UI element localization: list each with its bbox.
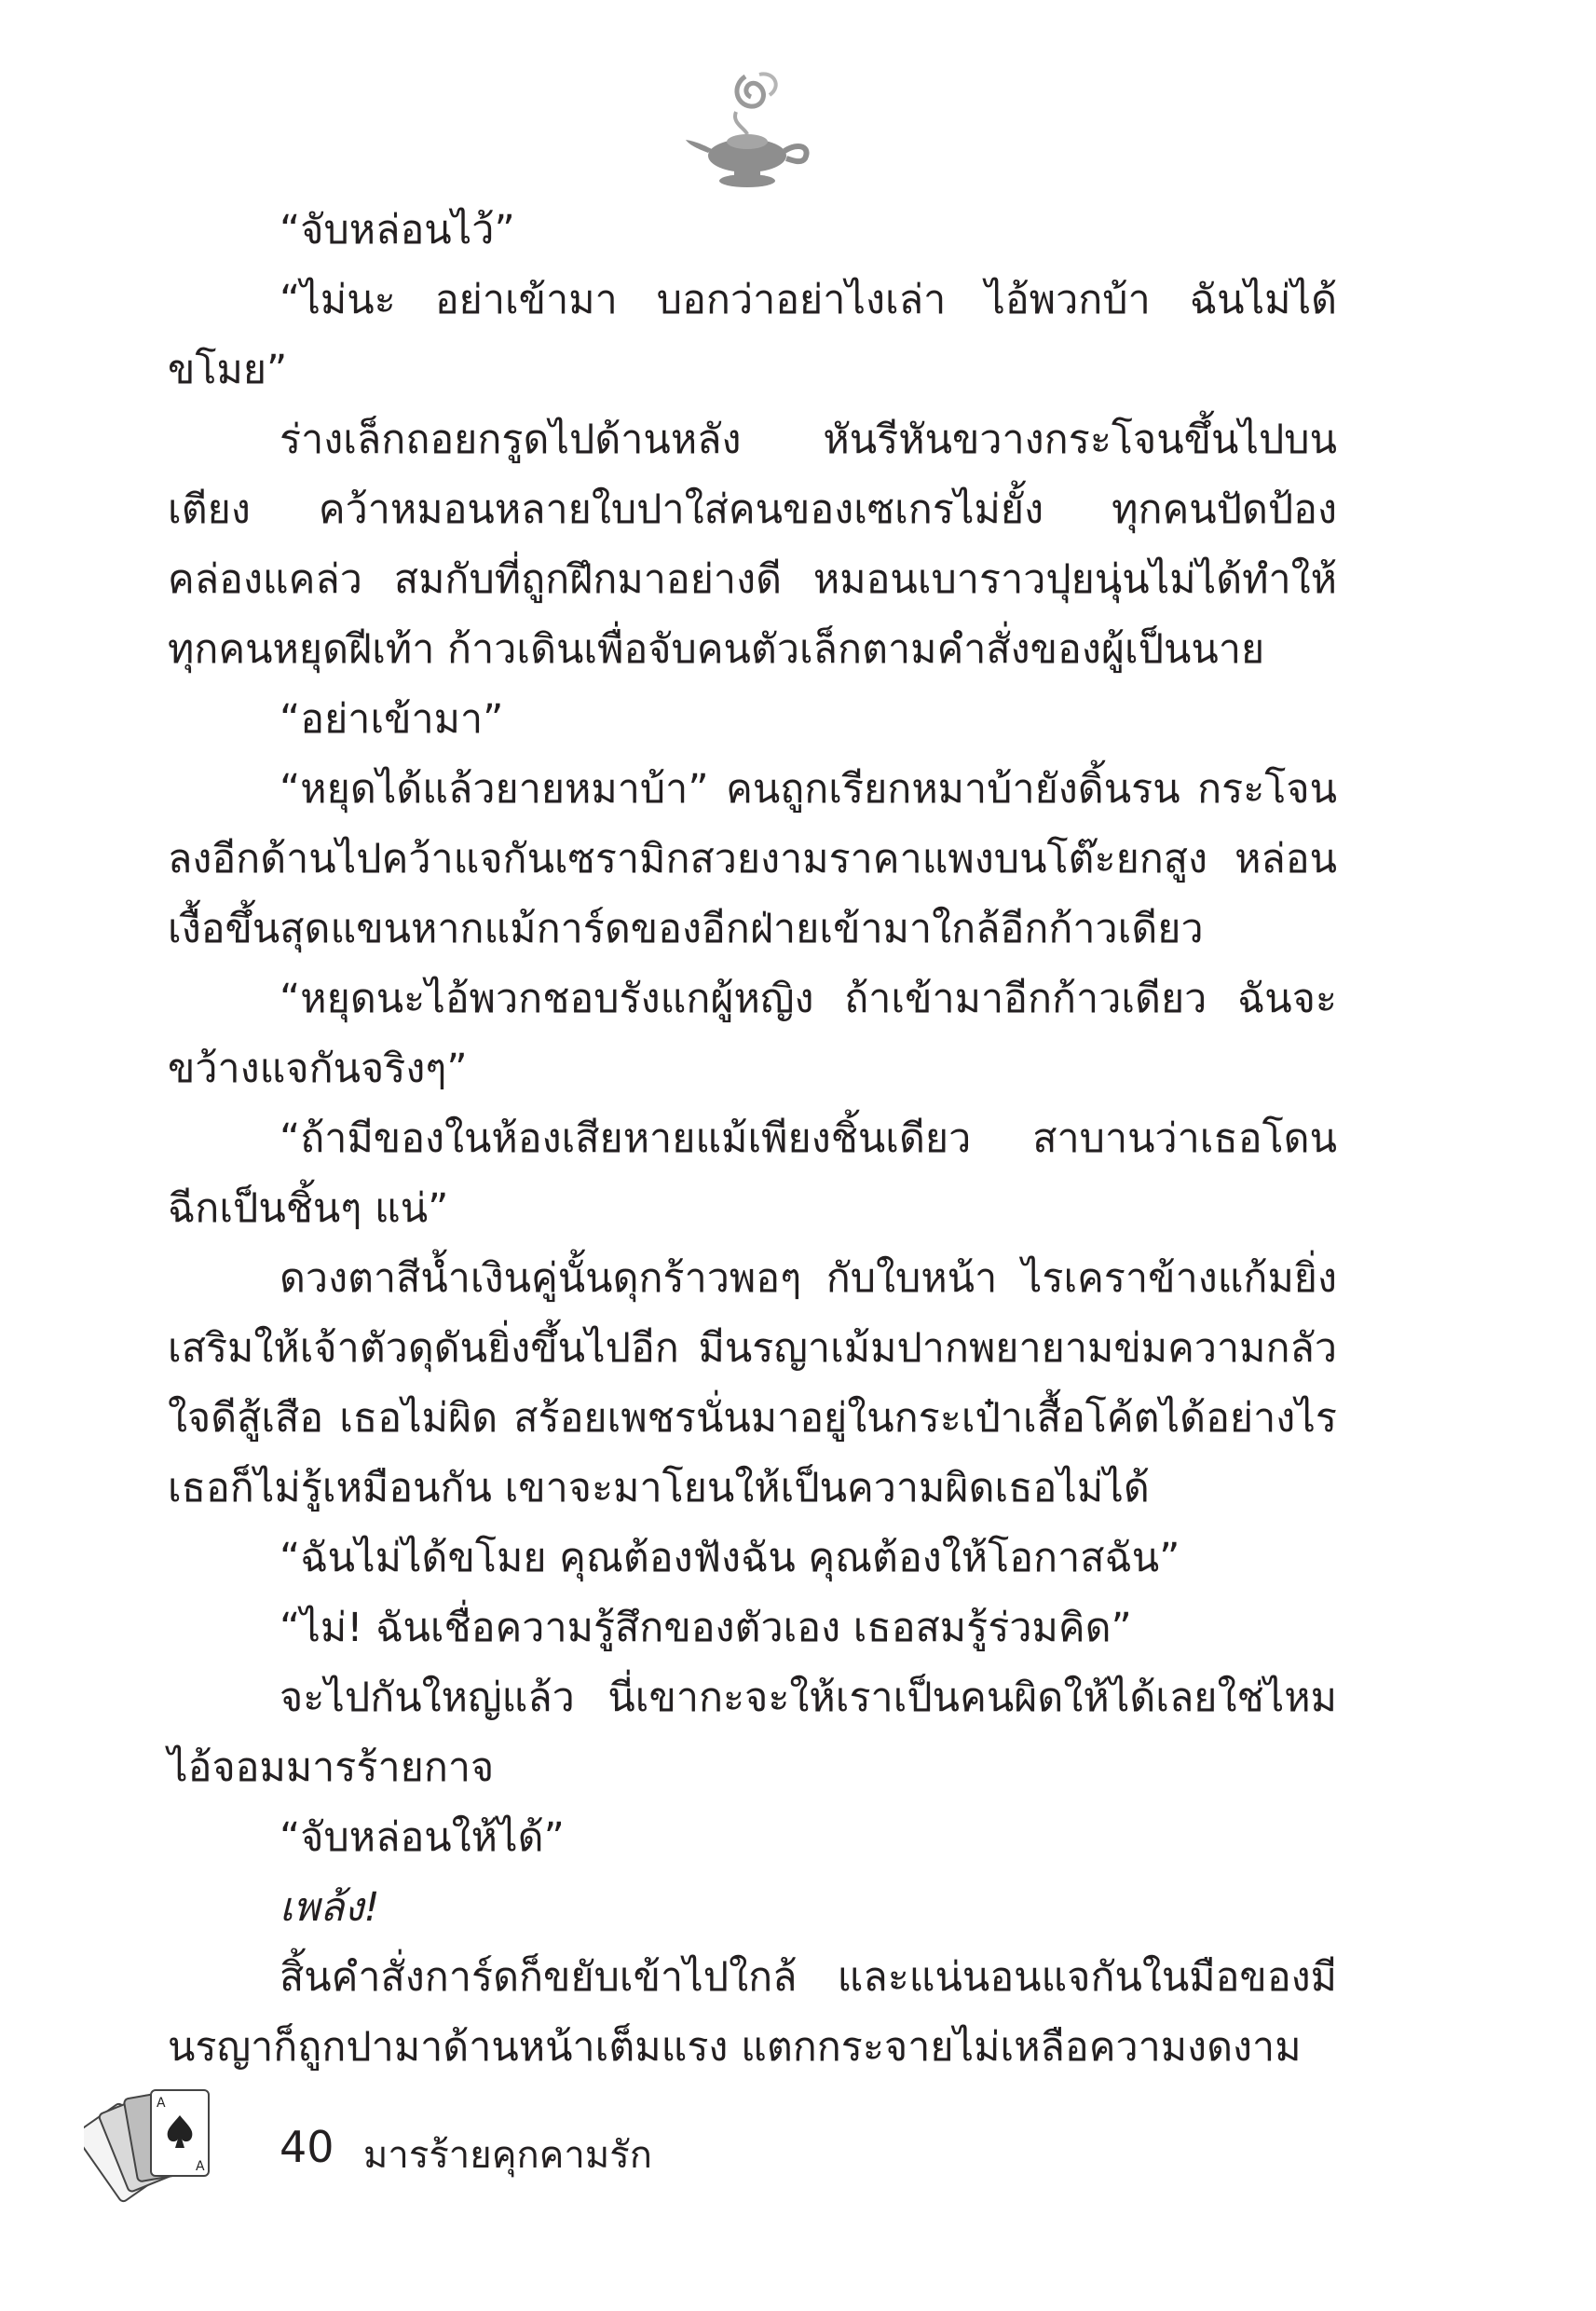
svg-text:A: A: [196, 2159, 205, 2174]
paragraph: “หยุดนะไอ้พวกชอบรังแกผู้หญิง ถ้าเข้ามาอีกก้าวเดียว ฉันจะขว้างแจกันจริงๆ”: [168, 976, 1337, 1092]
paragraph: สิ้นคำสั่งการ์ดก็ขยับเข้าไปใกล้ และแน่นอนแจกันในมือของมีนรญาก็ถูกปามาด้านหน้าเต็มแรง แตกกระจายไม่เหลือความงดงาม: [168, 1954, 1337, 2071]
paragraph: “อย่าเข้ามา”: [280, 696, 504, 743]
paragraph: จะไปกันใหญ่แล้ว นี่เขากะจะให้เราเป็นคนผิดให้ได้เลยใช่ไหม ไอ้จอมมารร้ายกาจ: [168, 1675, 1337, 1791]
page-footer: [84, 2073, 922, 2213]
paragraph: “หยุดได้แล้วยายหมาบ้า” คนถูกเรียกหมาบ้ายังดิ้นรน กระโจนลงอีกด้านไปคว้าแจกันเซรามิกสวยงามราคาแพงบนโต๊ะยกสูง หล่อนเงื้อขึ้นสุดแขนหากแม้การ์ดของอีกฝ่ายเข้ามาใกล้อีกก้าวเดียว: [168, 766, 1337, 952]
paragraph: ดวงตาสีน้ำเงินคู่นั้นดุกร้าวพอๆ กับใบหน้า ไรเคราข้างแก้มยิ่งเสริมให้เจ้าตัวดุดันยิ่งขึ้นไปอีก มีนรญาเม้มปากพยายามข่มความกลัวใจดีสู้เสือ เธอไม่ผิด สร้อยเพชรนั่นมาอยู่ในกระเป๋าเสื้อโค้ตได้อย่างไรเธอก็ไม่รู้เหมือนกัน เขาจะมาโยนให้เป็นความผิดเธอไม่ได้: [168, 1255, 1337, 1511]
body-text: [168, 196, 1337, 2083]
book-title: มารร้ายคุกคามรัก: [363, 2134, 652, 2177]
paragraph: “จับหล่อนไว้”: [280, 207, 515, 253]
paragraph: เพล้ง!: [280, 1884, 380, 1931]
paragraph: “ไม่! ฉันเชื่อความรู้สึกของตัวเอง เธอสมรู้ร่วมคิด”: [280, 1605, 1132, 1651]
playing-cards-icon: [84, 2073, 247, 2213]
paragraph: “ฉันไม่ได้ขโมย คุณต้องฟังฉัน คุณต้องให้โอกาสฉัน”: [280, 1535, 1180, 1581]
paragraph: “จับหล่อนให้ได้”: [280, 1814, 565, 1861]
paragraph: ร่างเล็กถอยกรูดไปด้านหลัง หันรีหันขวางกระโจนขึ้นไปบนเตียง คว้าหมอนหลายใบปาใส่คนของเซเกรไม่ยั้ง ทุกคนปัดป้องคล่องแคล่ว สมกับที่ถูกฝึกมาอย่างดี หมอนเบาราวปุยนุ่นไม่ได้ทำให้ทุกคนหยุดฝีเท้า ก้าวเดินเพื่อจับคนตัวเล็กตามคำสั่งของผู้เป็นนาย: [168, 417, 1337, 673]
paragraph: “ไม่นะ อย่าเข้ามา บอกว่าอย่าไงเล่า ไอ้พวกบ้า ฉันไม่ได้ขโมย”: [168, 277, 1337, 393]
page-number: 40: [280, 2122, 334, 2172]
svg-text:A: A: [157, 2096, 166, 2111]
genie-lamp-icon: [680, 67, 820, 198]
paragraph: “ถ้ามีของในห้องเสียหายแม้เพียงชิ้นเดียว สาบานว่าเธอโดนฉีกเป็นชิ้นๆ แน่”: [168, 1115, 1337, 1232]
